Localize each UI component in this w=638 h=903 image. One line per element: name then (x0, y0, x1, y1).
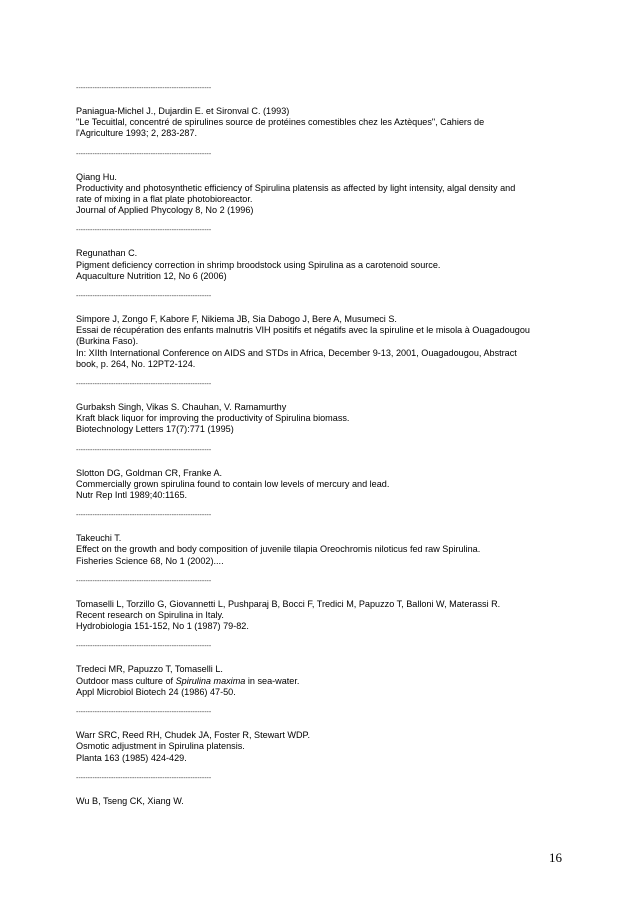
reference-entry (76, 664, 566, 698)
reference-entry (76, 172, 566, 217)
ref-line: Essai de récupération des enfants malnutris VIH positifs et négatifs avec la spiruline et le misola à Ouagadougou (76, 325, 530, 336)
ref-line: Recent research on Spirulina in Italy. (76, 610, 224, 621)
separator-line: ---------------------------------------------------------- (76, 709, 212, 717)
species-name-italic: Spirulina maxima (175, 675, 246, 686)
reference-entry (76, 314, 566, 370)
separator-line: ---------------------------------------------------------- (76, 381, 212, 389)
separator-line: ---------------------------------------------------------- (76, 446, 212, 454)
ref-line: "Le Tecuitlal, concentré de spirulines source de protéines comestibles chez les Aztèques", Cahiers de (76, 117, 485, 128)
ref-line: Planta 163 (1985) 424-429. (76, 752, 187, 763)
ref-line: Wu B, Tseng CK, Xiang W. (76, 795, 184, 806)
ref-line: Osmotic adjustment in Spirulina platensis. (76, 741, 245, 752)
ref-line: In: XIIth International Conference on AIDS and STDs in Africa, December 9-13, 2001, Ouagadougou, Abstract (76, 347, 517, 358)
ref-line-with-italic (76, 676, 566, 687)
ref-line: l'Agriculture 1993; 2, 283-287. (76, 128, 198, 139)
ref-line: Tomaselli L, Torzillo G, Giovannetti L, Pushparaj B, Bocci F, Tredici M, Papuzzo T, Balloni W, Materassi R. (76, 598, 501, 609)
ref-line: Gurbaksh Singh, Vikas S. Chauhan, V. Ramamurthy (76, 402, 287, 413)
ref-line: Slotton DG, Goldman CR, Franke A. (76, 467, 223, 478)
separator-line: ---------------------------------------------------------- (76, 643, 212, 651)
ref-line: Qiang Hu. (76, 171, 117, 182)
ref-line: Takeuchi T. (76, 533, 122, 544)
reference-entry (76, 402, 566, 436)
separator-line: ---------------------------------------------------------- (76, 150, 212, 158)
reference-entry (76, 468, 566, 502)
ref-line: Nutr Rep Intl 1989;40:1165. (76, 490, 188, 501)
reference-entry (76, 730, 566, 764)
separator-line: ---------------------------------------------------------- (76, 774, 212, 782)
ref-line: Kraft black liquor for improving the productivity of Spirulina biomass. (76, 413, 350, 424)
separator-line: ---------------------------------------------------------- (76, 293, 212, 301)
ref-line: Hydrobiologia 151-152, No 1 (1987) 79-82. (76, 621, 249, 632)
reference-entry (76, 106, 566, 140)
ref-line: Simpore J, Zongo F, Kabore F, Nikiema JB, Sia Dabogo J, Bere A, Musumeci S. (76, 314, 397, 325)
ref-line: book, p. 264, No. 12PT2-124. (76, 358, 196, 369)
separator-line: ---------------------------------------------------------- (76, 512, 212, 520)
reference-entry (76, 533, 566, 567)
ref-line: rate of mixing in a flat plate photobioreactor. (76, 194, 253, 205)
separator-line: ---------------------------------------------------------- (76, 227, 212, 235)
ref-line: Journal of Applied Phycology 8, No 2 (1996) (76, 205, 254, 216)
ref-line: Appl Microbiol Biotech 24 (1986) 47-50. (76, 686, 236, 697)
ref-line: Tredeci MR, Papuzzo T, Tomaselli L. (76, 664, 223, 675)
ref-line: (Burkina Faso). (76, 336, 139, 347)
ref-line: Pigment deficiency correction in shrimp broodstock using Spirulina as a carotenoid source. (76, 259, 441, 270)
ref-line: Productivity and photosynthetic efficiency of Spirulina platensis as affected by light intensity, algal density and (76, 182, 516, 193)
ref-line: Fisheries Science 68, No 1 (2002).... (76, 555, 224, 566)
ref-text: Outdoor mass culture of (76, 675, 176, 686)
separator-line: ---------------------------------------------------------- (76, 85, 212, 92)
reference-entry (76, 796, 566, 807)
ref-text: in sea-water. (245, 675, 300, 686)
ref-line: Paniagua-Michel J., Dujardin E. et Sironval C. (1993) (76, 106, 290, 116)
ref-line: Warr SRC, Reed RH, Chudek JA, Foster R, Stewart WDP. (76, 730, 310, 741)
separator-line: ---------------------------------------------------------- (76, 577, 212, 585)
reference-list (76, 84, 566, 817)
reference-entry (76, 248, 566, 282)
ref-line: Effect on the growth and body composition of juvenile tilapia Oreochromis niloticus fed raw Spirulina. (76, 544, 481, 555)
ref-line: Biotechnology Letters 17(7):771 (1995) (76, 424, 234, 435)
page-number: 16 (549, 850, 562, 865)
ref-line: Commercially grown spirulina found to contain low levels of mercury and lead. (76, 478, 390, 489)
ref-line: Aquaculture Nutrition 12, No 6 (2006) (76, 270, 227, 281)
ref-line: Regunathan C. (76, 248, 138, 259)
reference-entry (76, 599, 566, 633)
